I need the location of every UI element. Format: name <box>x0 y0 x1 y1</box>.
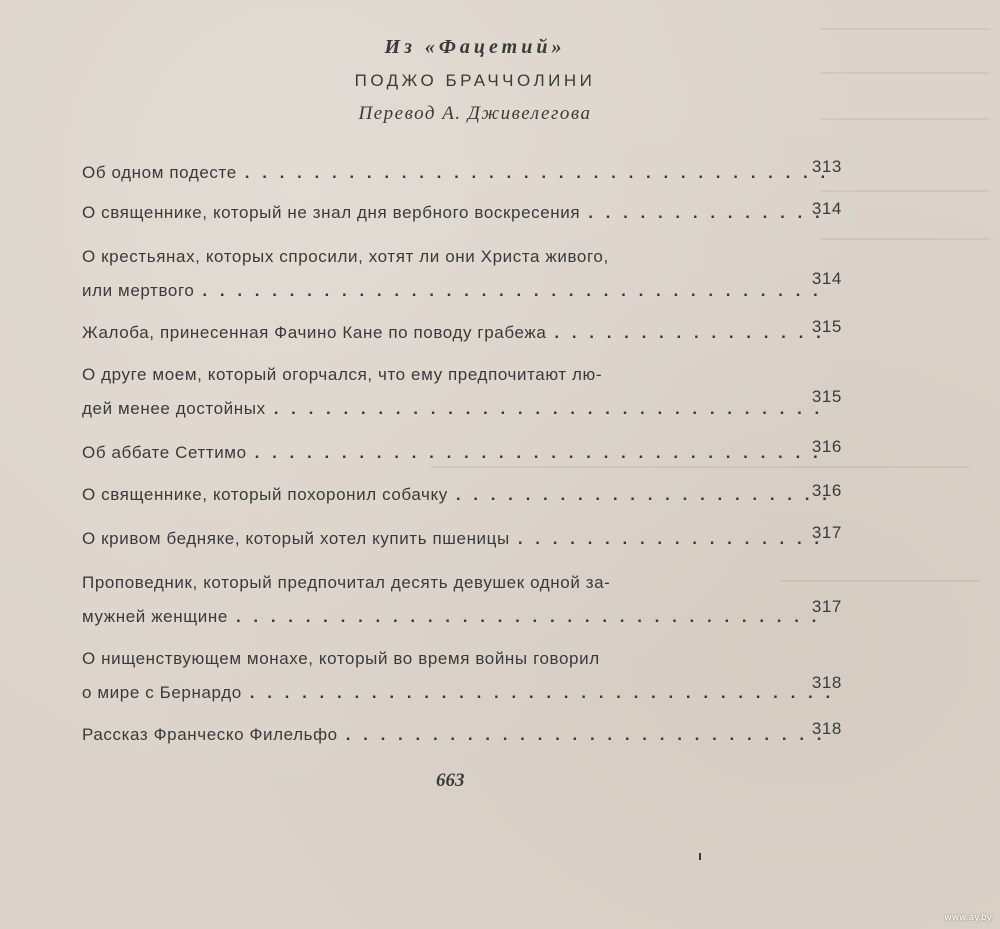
ink-speck <box>699 853 701 860</box>
leader-dots <box>236 600 830 634</box>
toc-entry <box>82 358 842 426</box>
toc-entry-line <box>82 522 842 556</box>
toc-entry-title-continued: мужней женщине <box>82 607 228 626</box>
toc-page-number: 316 <box>811 437 842 456</box>
toc-entry-line <box>82 676 842 710</box>
toc-entry-title: О священнике, который похоронил собачку <box>82 485 448 504</box>
toc-entry-line <box>82 274 842 308</box>
leader-dots <box>255 436 830 470</box>
bleed-through <box>820 28 990 30</box>
toc-entry-title: О кривом бедняке, который хотел купить пшеницы <box>82 529 510 548</box>
bleed-through <box>820 72 990 74</box>
toc-page-number: 314 <box>811 199 842 218</box>
toc-entry <box>82 566 842 634</box>
toc-entry <box>82 156 842 190</box>
bleed-through <box>820 118 990 120</box>
leader-dots <box>346 718 830 752</box>
toc-entry <box>82 478 842 512</box>
toc-entry-line <box>82 392 842 426</box>
leader-dots <box>274 392 830 426</box>
leader-dots <box>245 156 830 190</box>
toc-entry-title: О друге моем, который огорчался, что ему предпочитают лю- <box>82 365 603 384</box>
toc-page-number: 315 <box>811 387 842 406</box>
toc-entry-line <box>82 718 842 752</box>
toc-entry <box>82 522 842 556</box>
toc-entry-title: О крестьянах, которых спросили, хотят ли они Христа живого, <box>82 247 609 266</box>
toc-page-number: 313 <box>811 157 842 176</box>
page-number: 663 <box>436 770 465 791</box>
toc-entry-line <box>82 358 842 392</box>
section-title: Из «Фацетий» <box>384 36 566 58</box>
toc-entry-title-continued: о мире с Бернардо <box>82 683 242 702</box>
section-author: ПОДЖО БРАЧЧОЛИНИ <box>354 71 596 90</box>
toc-entry-line <box>82 566 842 600</box>
toc-entry <box>82 316 842 350</box>
leader-dots <box>250 676 830 710</box>
toc-entry-line <box>82 600 842 634</box>
toc-entry <box>82 196 842 230</box>
leader-dots <box>202 274 830 308</box>
toc-entry-line <box>82 316 842 350</box>
leader-dots <box>518 522 830 556</box>
leader-dots <box>554 316 830 350</box>
bleed-through <box>820 190 990 192</box>
toc-page-number: 318 <box>811 719 842 738</box>
site-watermark: www.ay.by <box>944 913 992 923</box>
toc-entry-line <box>82 156 842 190</box>
toc-entry-title: Об аббате Сеттимо <box>82 443 247 462</box>
toc-page-number: 315 <box>811 317 842 336</box>
toc-entry-title-continued: или мертвого <box>82 281 195 300</box>
toc-entry <box>82 718 842 752</box>
toc-page-number: 314 <box>811 269 842 288</box>
toc-entry-title: Проповедник, который предпочитал десять девушек одной за- <box>82 573 611 592</box>
toc-entry-line <box>82 240 842 274</box>
toc-entry-line <box>82 196 842 230</box>
leader-dots <box>456 478 830 512</box>
toc-entry-line <box>82 478 842 512</box>
toc-page-number: 317 <box>811 523 842 542</box>
toc-page-number: 317 <box>811 597 842 616</box>
toc-entry-line <box>82 436 842 470</box>
toc-entry-title: О нищенствующем монахе, который во время войны говорил <box>82 649 600 668</box>
bleed-through <box>820 238 990 240</box>
toc-entry <box>82 240 842 308</box>
toc-page-number: 316 <box>811 481 842 500</box>
toc-entry-title-continued: дей менее достойных <box>82 399 266 418</box>
toc-entry <box>82 436 842 470</box>
toc-entry-title: О священнике, который не знал дня вербного воскресения <box>82 203 581 222</box>
toc-entry-title: Жалоба, принесенная Фачино Кане по поводу грабежа <box>82 323 547 342</box>
toc-entry-title: Об одном подесте <box>82 163 237 182</box>
toc-entry <box>82 642 842 710</box>
toc-page-number: 318 <box>811 673 842 692</box>
toc-entry-line <box>82 642 842 676</box>
toc-entry-title: Рассказ Франческо Филельфо <box>82 725 338 744</box>
section-translator: Перевод А. Дживелегова <box>358 103 592 124</box>
